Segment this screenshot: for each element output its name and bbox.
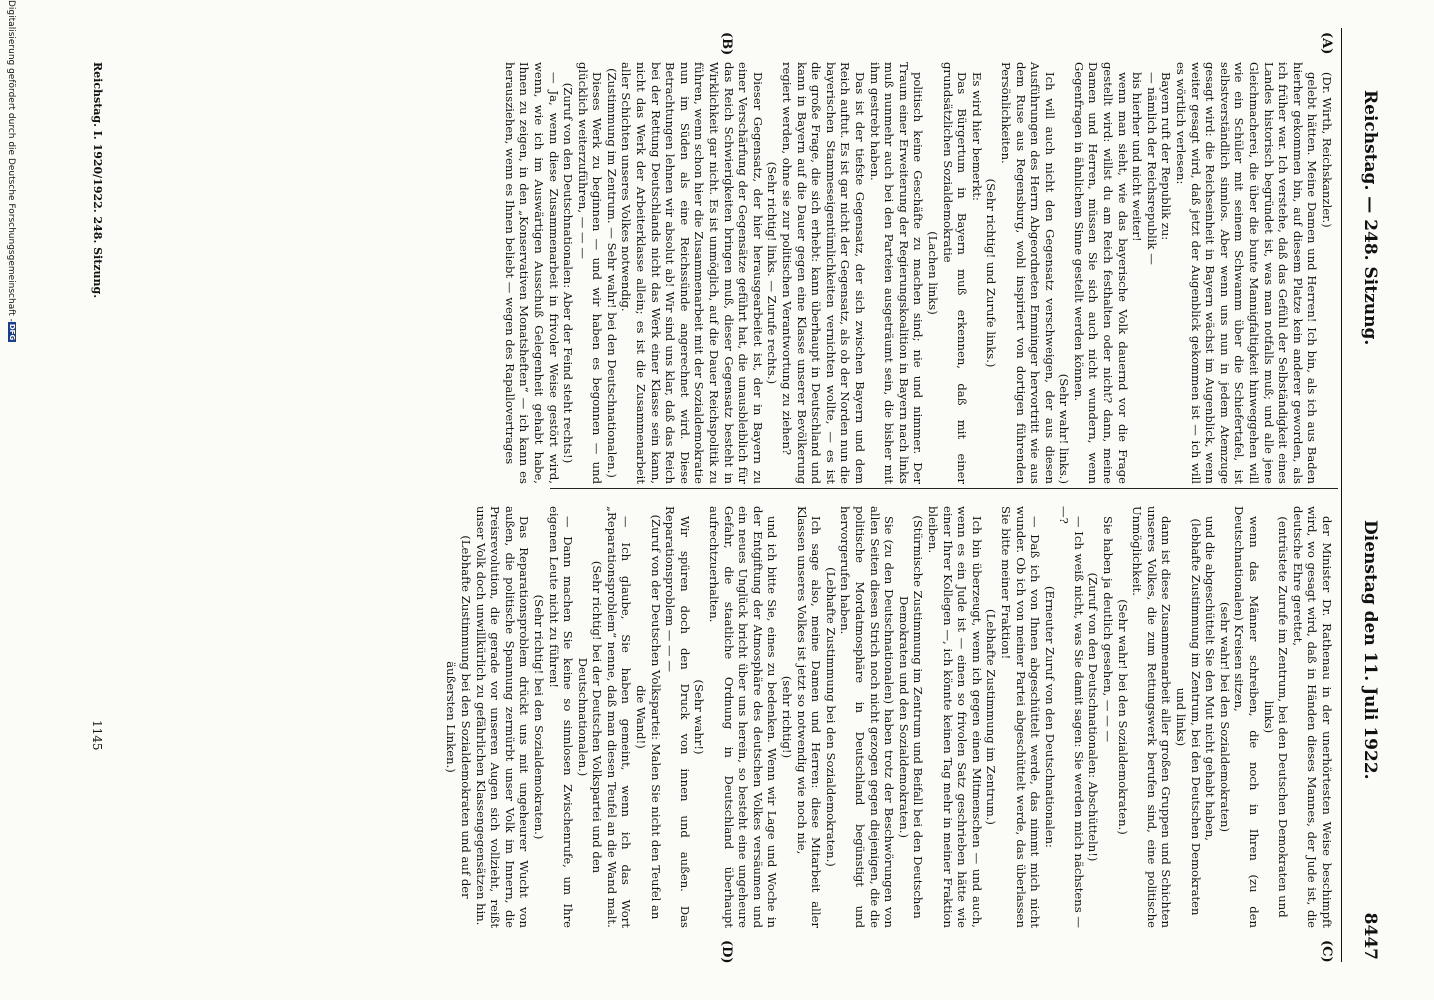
- interjection: (Zustimmung im Zentrum. — Sehr wahr! bei den Deutschnationalen.): [604, 68, 619, 478]
- header-left: Reichstag. — 248. Sitzung.: [1360, 90, 1380, 346]
- left-column: [502, 62, 1334, 484]
- footer-left: Reichstag. I. 1920/1922. 248. Sitzung.: [91, 62, 104, 299]
- interjection: (Stürmische Zustimmung im Zentrum und Beifall bei den Deutschen Demokraten und den Sozialdemokraten.): [896, 515, 926, 919]
- paragraph: — Ich glaube, Sie haben gemeint, wenn ich das Wort „Reparationsproblem“ nenne, daß man diesen Teufel an die Wand malt.: [604, 506, 634, 928]
- interjection: (Erneuter Zuruf von den Deutschnationalen:: [1042, 586, 1057, 848]
- paragraph: (Dr. Wirth, Reichskanzler.): [1320, 72, 1334, 228]
- page-number: 8447: [1360, 912, 1380, 960]
- header-center: Dienstag den 11. Juli 1922.: [1360, 520, 1380, 780]
- paragraph: der Minister Dr. Rathenau in der unerhörtesten Weise beschimpft wird, wo gesagt wird, daß in Händen dieses Mannes, der Jude ist, die deutsche Ehre gerettet,: [1290, 506, 1334, 928]
- paragraph: und die abgeschüttelt Sie den Mut nicht gehabt haben,: [1203, 516, 1218, 841]
- header-rule: [1341, 28, 1342, 962]
- interjection: (Lebhafte Zustimmung bei den Sozialdemokraten und auf der äußersten Linken.): [444, 535, 473, 899]
- paragraph: — Ich weiß nicht, was Sie damit sagen: Sie werden mich nächstens — —?: [1057, 506, 1086, 928]
- paragraph: Wir spüren doch den Druck von innen und außen. Das Reparationsproblem — — —: [663, 506, 692, 928]
- paragraph: Das ist der tiefste Gegensatz, der sich zwischen Bayern und dem Reich auftut. Es ist gar nicht der Gegensatz, als ob der Norden nun die bayerischen Stammeseigentümlichkeiten vernichten wollte, — es ist die große Frage, die sich erhebt: kann überhaupt in Deutschland und kann in Bayern auf die Dauer gegen eine Klasse unserer Bevölkerung regiert werden, ohne sie zur politischen Verantwortung zu ziehen?: [780, 62, 867, 484]
- interjection: (Zuruf von der Deutschen Volkspartei: Malen Sie nicht den Teufel an die Wand!): [634, 514, 663, 920]
- column-divider: [550, 488, 1338, 489]
- paragraph: wenn man sieht, wie das bayerische Volk dauernd vor die Frage gestellt wird: willst du am Reich festhalten oder nicht? dann, meine Damen und Herren, müssen Sie sich auch nicht wundern, wenn Gegenfragen in ähnlichem Sinne gestellt werden können.: [1071, 62, 1130, 484]
- interjection: (Zuruf von den Deutschnationalen: Aber der Feind steht rechts!): [561, 82, 576, 464]
- paragraph: Sie haben ja deutlich gesehen, — — —: [1101, 516, 1116, 743]
- paragraph: Dieses Werk zu beginnen — und wir haben es begonnen — und glücklich weiterzuführen, — — —: [575, 62, 605, 484]
- paragraph: Es wird hier bemerkt:: [969, 72, 984, 201]
- paragraph: — Dann machen Sie keine so sinnlosen Zwischenrufe, um Ihre eigenen Leute nicht zu führen!: [546, 506, 576, 928]
- interjection: (Sehr richtig! bei den Sozialdemokraten.): [531, 594, 546, 840]
- interjection: (Zuruf von den Deutschnationalen: Abschütteln!): [1086, 572, 1101, 862]
- interjection: (sehr wahr! bei den Sozialdemokraten): [1217, 602, 1232, 832]
- interjection: (Sehr richtig! und Zurufe links.): [984, 178, 999, 368]
- paragraph: bis hierher und nicht weiter!: [1130, 72, 1145, 242]
- paragraph: und ich bitte Sie, eines zu bedenken. Wenn wir Lage und Woche in der Entgiftung der Atmosphäre des deutschen Volkes versäumen und ein neues Unglück bricht über uns herein, so besteht eine ungeheure Gefahr, die staatliche Ordnung in Deutschland überhaupt aufrechtzuerhalten.: [707, 506, 780, 928]
- margin-mark-c: (C): [1319, 940, 1334, 963]
- interjection: (lebhafte Zustimmung im Zentrum, bei den Deutschen Demokraten und links): [1174, 518, 1203, 916]
- paragraph: politisch keine Geschäfte zu machen sind; nie und nimmer. Der Traum einer Erweiterung der Regierungskoalition in Bayern nach links muß nunmehr auch bei den Parteien ausgeträumt sein, die bisher mit ihm gestrebt haben.: [867, 62, 926, 484]
- interjection: (Sehr wahr! bei den Sozialdemokraten.): [1115, 599, 1130, 835]
- right-column: [444, 506, 1334, 928]
- paragraph: Dieser Gegensatz, der hier herausgearbeitet ist, der in Bayern zu einer Verschärfung der Gegensätze geführt hat, die unausbleiblich für das Reich Schwierigkeiten bringen muß, dieser Gegensatz besteht in Wirklichkeit gar nicht. Es ist unmöglich, auf die Dauer Reichspolitik zu führen, wenn schon hier die Zusammenarbeit mit der Sozialdemokratie nun im Süden als eine Reichssünde angerechnet wird. Diese Betrachtungen lehnen wir absolut ab! Wir sind uns klar, daß das Reich bei der Rettung Deutschlands nicht das Werk einer Klasse sein kann, nicht das Werk der Arbeiterklasse allein; es ist die Zusammenarbeit aller Schichten unseres Volkes notwendig.: [619, 62, 765, 484]
- footer-page-number: 1145: [90, 720, 104, 751]
- paragraph: — Ja, wenn diese Zusammenarbeit in frivoler Weise gestört wird, wenn, wie ich im Auswärtigen Ausschuß Gelegenheit gehabt habe, Ihnen zu zeigen, in den „Konservativen Monatsheften“ — ich kann es herausziehen, wenn es Ihnen beliebt — wegen des Rapallovertrages: [502, 62, 561, 484]
- digitization-text: Digitalisierung gefördert durch die Deutsche Forschungsgemeinschaft -: [6, 0, 16, 322]
- paragraph: Das Bürgertum in Bayern muß erkennen, daß mit einer grundsätzlichen Sozialdemokratie: [940, 62, 970, 484]
- interjection: (Sehr richtig! links. — Zurufe rechts.): [765, 161, 780, 385]
- interjection: (Sehr wahr!): [692, 679, 707, 755]
- dfg-logo: DFG: [8, 323, 16, 341]
- interjection: (Sehr wahr! links.): [1057, 373, 1072, 484]
- margin-mark-b: (B): [719, 32, 734, 56]
- interjection: (entrüstete Zurufe im Zentrum, bei den Deutschen Demokraten und links): [1261, 516, 1291, 918]
- paragraph: Bayern ruft der Republik zu:: [1159, 72, 1174, 241]
- interjection: (Lachen links): [925, 231, 940, 315]
- margin-mark-d: (D): [719, 940, 734, 964]
- paragraph: — Daß ich von Ihnen abgeschüttelt werde, das nimmt mich nicht wunder. Ob ich von meiner Partei abgeschüttelt werde, das überlassen Sie bitte meiner Fraktion!: [998, 506, 1043, 928]
- paragraph: Ich will auch nicht den Gegensatz verschweigen, der aus diesen Ausführungen des Herrn Abgeordneten Emminger hervortritt wie aus dem Ruse aus Regensburg, wohl inspiriert von dortigen führenden Persönlichkeiten.: [998, 62, 1057, 484]
- page-header: [1346, 30, 1380, 960]
- interjection: (Lebhafte Zustimmung bei den Sozialdemokraten.): [823, 567, 838, 867]
- paragraph: — nämlich der Reichsrepublik —: [1144, 72, 1159, 265]
- paragraph: gelebt hätten. Meine Damen und Herren! Ich bin, als ich aus Baden hierher gekommen bin, auf diesem Platze kein anderer geworden, als ich früher war. Ich verstehe, daß das Gefühl der Selbständigkeit eines Landes historisch begründet ist, was man notfalls muß; und alle jene Gleichmacherei, die über die bunte Mannigfaltigkeit hinweggehen will wie ein Schüler mit seinem Schwamm über die Schiefertafel, ist selbstverständlich sinnlos. Aber wenn uns nun in jedem Atemzuge gesagt wird: die Reichseinheit in Bayern wächst im Augenblick, wenn weiter gesagt wird, daß jetzt der Augenblick gekommen ist — ich will es wörtlich verlesen:: [1174, 62, 1320, 484]
- paragraph: wenn das Männer schreiben, die noch in Ihren (zu den Deutschnationalen) Kreisen sitzen,: [1232, 506, 1262, 928]
- digitization-note: [2, 0, 16, 1000]
- interjection: (Lebhafte Zustimmung im Zentrum.): [984, 609, 999, 825]
- paragraph: Das Reparationsproblem drückt uns mit ungeheurer Wucht von außen, die politische Spannung zermürbt unser Volk im Innern, die Preisrevolution, die gerade vor unseren Augen sich vollzieht, reißt unser Volk doch unwillkürlich zu gefährlichen Klassengegensätzen hin.: [473, 506, 532, 928]
- paragraph: dann ist diese Zusammenarbeit aller großen Gruppen und Schichten unseres Volkes, die zum Rettungswerk berufen sind, eine politische Unmöglichkeit.: [1130, 506, 1174, 928]
- paragraph: Ich sage also, meine Damen und Herren: diese Mitarbeit aller Klassen unseres Volkes ist jetzt so notwendig wie noch nie,: [794, 506, 824, 928]
- interjection: (sehr richtig!): [780, 675, 795, 759]
- paragraph: Sie (zu den Deutschnationalen) haben trotz der Beschwörungen von allen Seiten diesen Strich noch nicht gezogen gegen diejenigen, die die politische Mordatmosphäre in Deutschland begünstigt und hervorgerufen haben.: [838, 506, 897, 928]
- paragraph: Ich bin überzeugt, wenn ich gegen einen Mitmenschen — und auch, wenn es ein Jude ist — einen so frivolen Satz geschrieben hätte wie einer Ihrer Kollegen —, ich könnte keinen Tag mehr in meiner Fraktion bleiben.: [925, 506, 984, 928]
- interjection: (Sehr richtig! bei der Deutschen Volkspartei und den Deutschnationalen.): [575, 560, 605, 874]
- margin-mark-a: (A): [1319, 32, 1334, 55]
